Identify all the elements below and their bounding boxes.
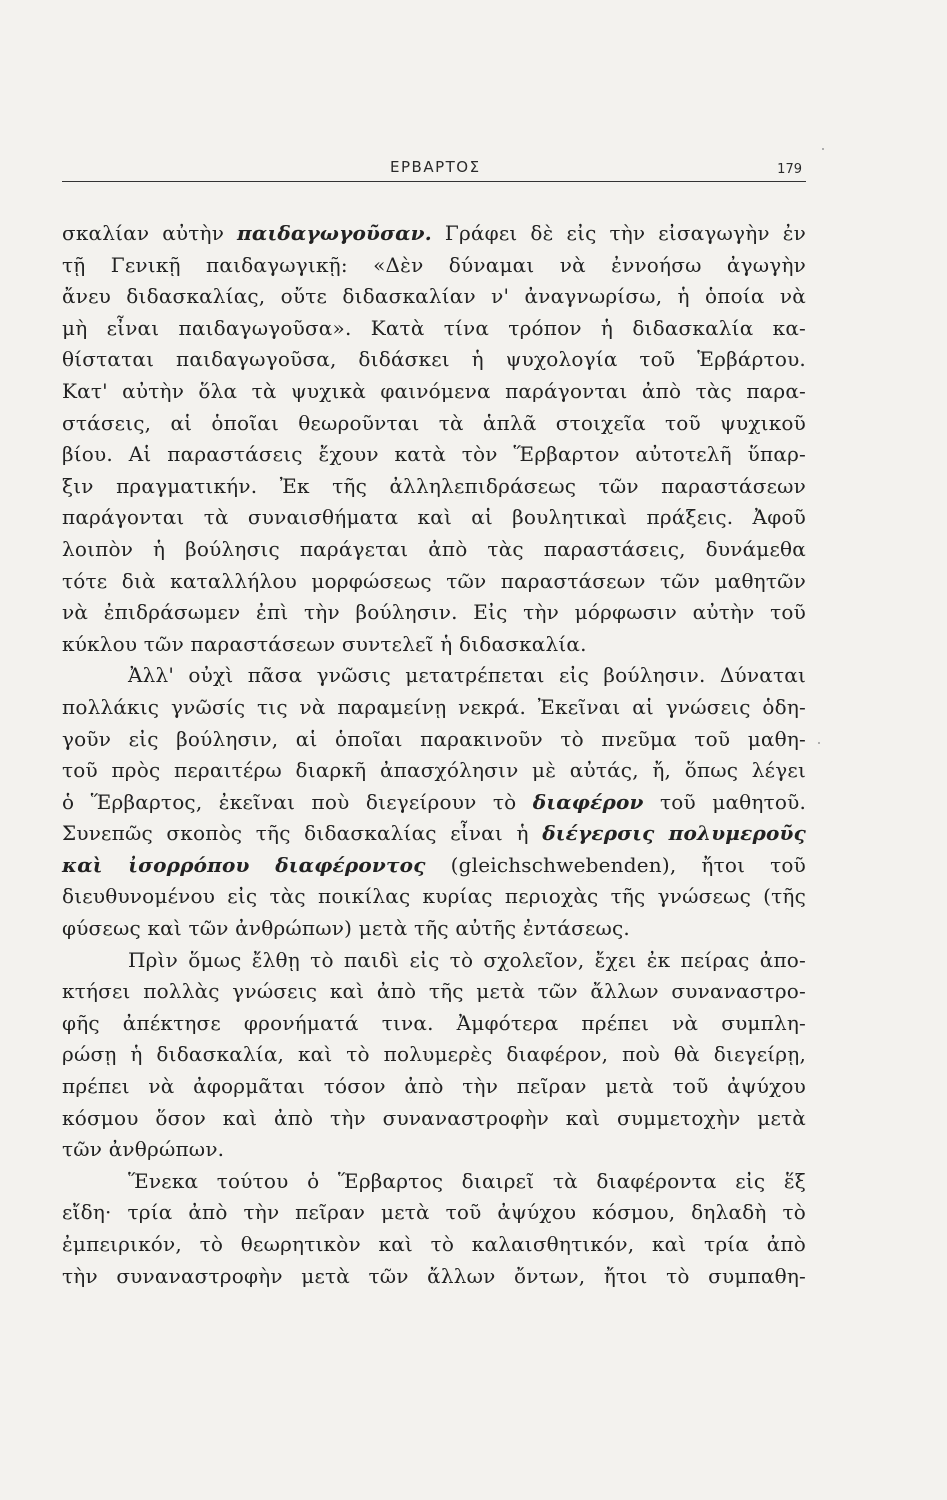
text-line: θίσταται παιδαγωγοῦσα, διδάσκει ἡ ψυχολογία τοῦ Ἑρβάρτου. xyxy=(62,347,806,372)
text-line: τοῦ πρὸς περαιτέρω διαρκῆ ἀπασχόλησιν μὲ αὐτάς, ἤ, ὅπως λέγει xyxy=(62,758,806,783)
text-line: τῇ Γενικῇ παιδαγωγικῇ: «Δὲν δύναμαι νὰ ἐννοήσω ἀγωγὴν xyxy=(62,252,806,277)
text-line: βίου. Αἱ παραστάσεις ἔχουν κατὰ τὸν Ἕρβαρτον αὐτοτελῆ ὕπαρ- xyxy=(62,442,806,467)
text-line: τότε διὰ καταλλήλου μορφώσεως τῶν παραστάσεων τῶν μαθητῶν xyxy=(62,568,806,593)
text-line: Ἕνεκα τούτου ὁ Ἕρβαρτος διαιρεῖ τὰ διαφέροντα εἰς ἕξ xyxy=(128,1168,806,1193)
emphasis: διέγερσις πολυμεροῦς xyxy=(542,821,807,846)
emphasis: καὶ ἰσορρόπου διαφέροντος xyxy=(62,852,426,877)
text-line: μὴ εἶναι παιδαγωγοῦσα». Κατὰ τίνα τρόπον ἡ διδασκαλία κα- xyxy=(62,315,806,340)
text-line: ρώσῃ ἡ διδασκαλία, καὶ τὸ πολυμερὲς διαφέρον, ποὺ θὰ διεγείρῃ, xyxy=(62,1042,806,1067)
text-line: κτήσει πολλὰς γνώσεις καὶ ἀπὸ τῆς μετὰ τῶν ἄλλων συναναστρο- xyxy=(62,979,806,1004)
header-rule xyxy=(62,181,806,182)
text-line: κύκλου τῶν παραστάσεων συντελεῖ ἡ διδασκαλία. xyxy=(62,631,587,656)
page-header xyxy=(62,150,806,184)
text-line: φῆς ἀπέκτησε φρονήματά τινα. Ἀμφότερα πρέπει νὰ συμπλη- xyxy=(62,1010,806,1035)
text-line: Ἀλλ' οὐχὶ πᾶσα γνῶσις μετατρέπεται εἰς βούλησιν. Δύναται xyxy=(128,663,806,688)
text-line: διευθυνομένου εἰς τὰς ποικίλας κυρίας περιοχὰς τῆς γνώσεως (τῆς xyxy=(62,884,806,909)
text-line: Πρὶν ὅμως ἔλθῃ τὸ παιδὶ εἰς τὸ σχολεῖον, ἔχει ἐκ πείρας ἀπο- xyxy=(128,947,806,972)
text-line: κόσμου ὅσον καὶ ἀπὸ τὴν συναναστροφὴν καὶ συμμετοχὴν μετὰ xyxy=(62,1105,806,1130)
text-line: εἴδη· τρία ἀπὸ τὴν πεῖραν μετὰ τοῦ ἀψύχου κόσμου, δηλαδὴ τὸ xyxy=(62,1200,806,1225)
body-text xyxy=(62,218,806,1292)
text-line: λοιπὸν ἡ βούλησις παράγεται ἀπὸ τὰς παραστάσεις, δυνάμεθα xyxy=(62,536,806,561)
text-line: στάσεις, αἱ ὁποῖαι θεωροῦνται τὰ ἁπλᾶ στοιχεῖα τοῦ ψυχικοῦ xyxy=(62,410,806,435)
text-line: παράγονται τὰ συναισθήματα καὶ αἱ βουλητικαὶ πράξεις. Ἀφοῦ xyxy=(62,505,806,530)
text-line: νὰ ἐπιδράσωμεν ἐπὶ τὴν βούλησιν. Εἰς τὴν μόρφωσιν αὐτὴν τοῦ xyxy=(62,600,806,625)
page-number: 179 xyxy=(777,162,802,177)
running-head: ΕΡΒΑΡΤΟΣ xyxy=(390,158,481,176)
text-line: πολλάκις γνῶσίς τις νὰ παραμείνῃ νεκρά. Ἐκεῖναι αἱ γνώσεις ὁδη- xyxy=(62,694,806,719)
emphasis: διαφέρον xyxy=(532,789,644,814)
paper-speck xyxy=(818,742,820,744)
emphasis: παιδαγωγοῦσαν. xyxy=(237,221,432,245)
text-line: ξιν πραγματικήν. Ἐκ τῆς ἀλληλεπιδράσεως τῶν παραστάσεων xyxy=(62,473,806,498)
text-line: σκαλίαν αὐτὴν παιδαγωγοῦσαν. Γράφει δὲ εἰς τὴν εἰσαγωγὴν ἐν xyxy=(62,221,806,245)
text-line: καὶ ἰσορρόπου διαφέροντος (gleichschwebenden), ἤτοι τοῦ xyxy=(62,852,806,877)
text-line: γοῦν εἰς βούλησιν, αἱ ὁποῖαι παρακινοῦν τὸ πνεῦμα τοῦ μαθη- xyxy=(62,726,806,751)
text-line: ὁ Ἕρβαρτος, ἐκεῖναι ποὺ διεγείρουν τὸ διαφέρον τοῦ μαθητοῦ. xyxy=(62,789,807,814)
text-line: ἄνευ διδασκαλίας, οὔτε διδασκαλίαν ν' ἀναγνωρίσω, ἡ ὁποία νὰ xyxy=(62,284,806,309)
text-line: τὴν συναναστροφὴν μετὰ τῶν ἄλλων ὄντων, ἤτοι τὸ συμπαθη- xyxy=(62,1263,806,1288)
text-line: τῶν ἀνθρώπων. xyxy=(62,1137,225,1162)
text-line: ἐμπειρικόν, τὸ θεωρητικὸν καὶ τὸ καλαισθητικόν, καὶ τρία ἀπὸ xyxy=(62,1232,806,1256)
paper-speck xyxy=(822,148,824,150)
text-line: πρέπει νὰ ἀφορμᾶται τόσον ἀπὸ τὴν πεῖραν μετὰ τοῦ ἀψύχου xyxy=(62,1074,806,1099)
text-line: Κατ' αὐτὴν ὅλα τὰ ψυχικὰ φαινόμενα παράγονται ἀπὸ τὰς παρα- xyxy=(62,378,806,403)
text-line: Συνεπῶς σκοπὸς τῆς διδασκαλίας εἶναι ἡ διέγερσις πολυμεροῦς xyxy=(62,821,807,846)
text-line: φύσεως καὶ τῶν ἀνθρώπων) μετὰ τῆς αὐτῆς ἐντάσεως. xyxy=(62,916,630,941)
